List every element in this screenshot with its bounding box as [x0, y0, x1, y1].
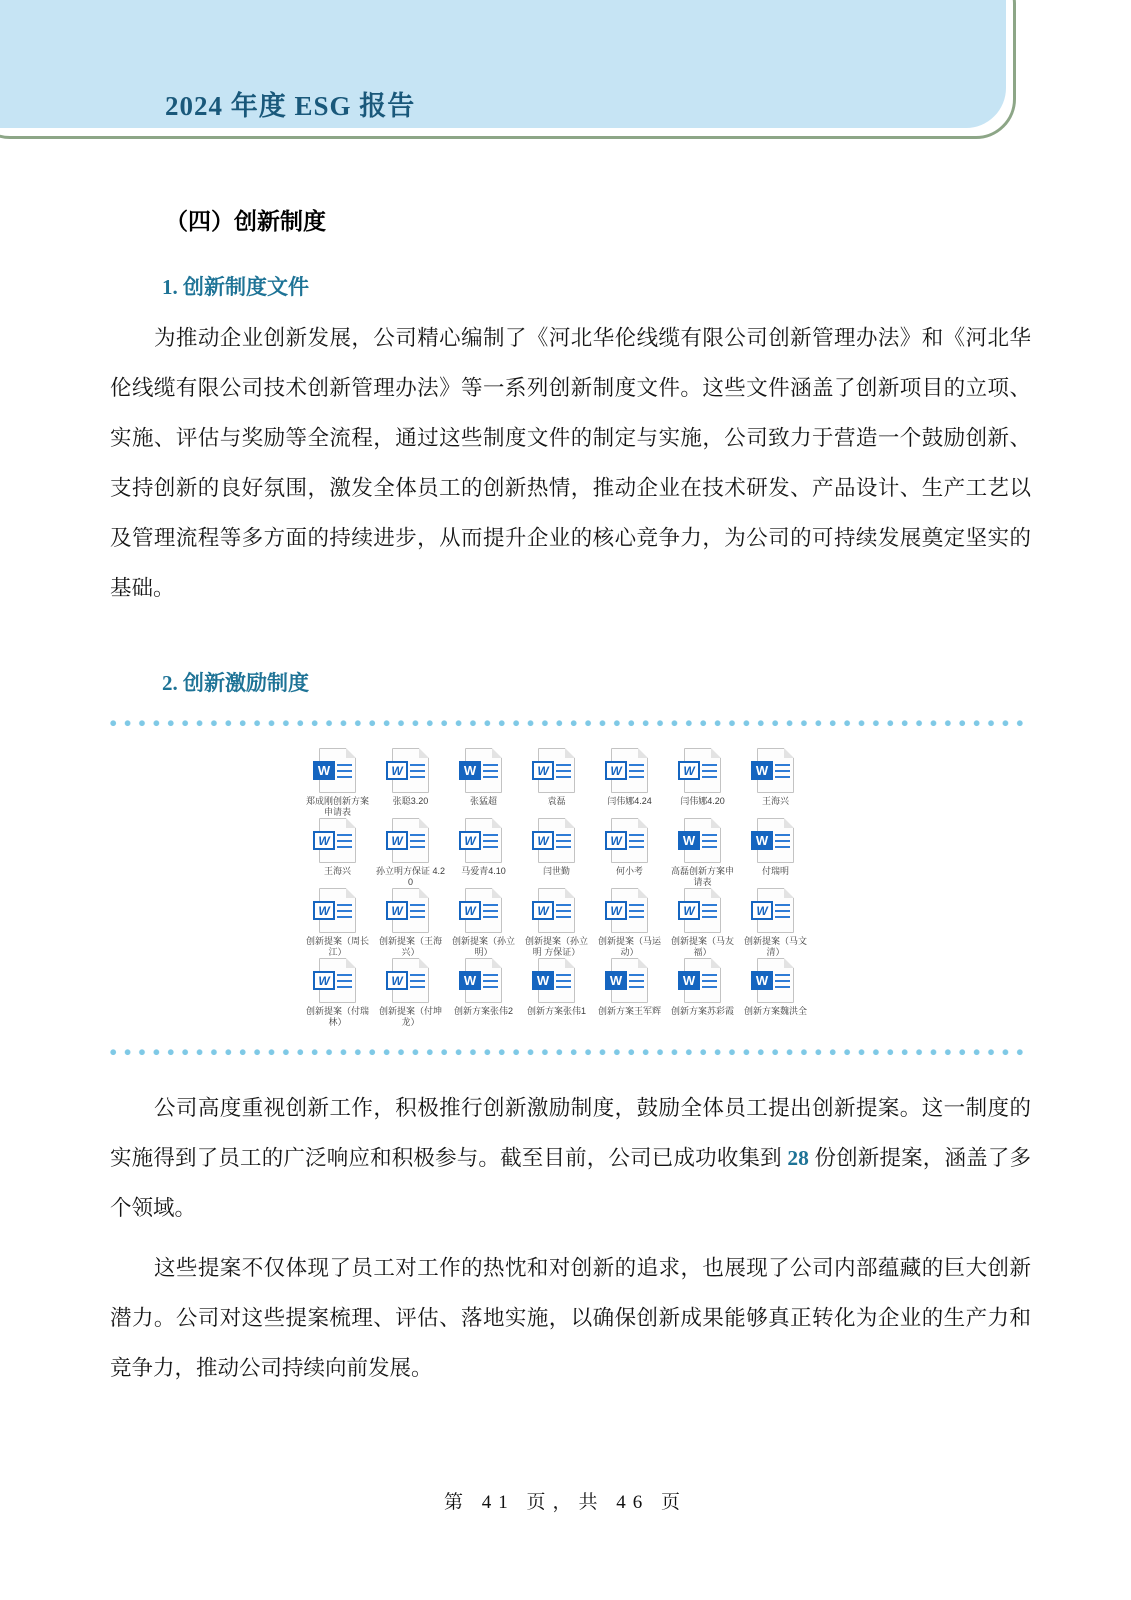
- file-item: [374, 818, 447, 888]
- word-w-badge: W: [386, 901, 408, 920]
- word-w-badge: W: [532, 761, 554, 780]
- file-item: [374, 888, 447, 958]
- word-doc-icon: [611, 818, 648, 863]
- proposal-count: 28: [787, 1146, 809, 1170]
- file-item: [593, 958, 666, 1028]
- word-w-badge: W: [459, 901, 481, 920]
- file-item: [301, 748, 374, 818]
- page-fold-corner: [784, 958, 794, 968]
- file-name-label: 闫世勤: [542, 866, 570, 876]
- file-item: [301, 888, 374, 958]
- page-fold-corner: [346, 958, 356, 968]
- page-fold-corner: [492, 958, 502, 968]
- word-doc-icon: [684, 748, 721, 793]
- dotted-divider-bottom: [110, 1049, 1031, 1056]
- file-item: [520, 958, 593, 1028]
- file-name-label: 王海兴: [323, 866, 351, 876]
- file-name-label: 创新提案（王海兴）: [378, 936, 442, 957]
- doc-text-lines: [410, 904, 425, 919]
- word-w-badge: W: [459, 761, 481, 780]
- file-name-label: 创新方案王军辉: [597, 1006, 661, 1016]
- word-doc-icon: [392, 748, 429, 793]
- file-name-label: 郑成刚创新方案申请表: [305, 796, 369, 817]
- file-item: [739, 888, 812, 958]
- file-name-label: 马爱青4.10: [461, 866, 506, 876]
- paragraph-proposals-collected: [110, 1083, 1031, 1233]
- word-doc-icon: [319, 818, 356, 863]
- word-w-badge: W: [605, 831, 627, 850]
- doc-text-lines: [556, 904, 571, 919]
- file-item: [739, 818, 812, 888]
- doc-text-lines: [629, 904, 644, 919]
- word-doc-icon: [319, 958, 356, 1003]
- word-doc-icon: [465, 888, 502, 933]
- dotted-divider-top: [110, 720, 1031, 727]
- paragraph-outlook: 这些提案不仅体现了员工对工作的热忱和对创新的追求，也展现了公司内部蕴藏的巨大创新潜力。公司对这些提案梳理、评估、落地实施，以确保创新成果能够真正转化为企业的生产力和竞争力，推动公司持续向前发展。: [110, 1256, 1031, 1380]
- word-w-badge: W: [751, 971, 773, 990]
- word-doc-icon: [684, 818, 721, 863]
- word-w-badge: W: [678, 761, 700, 780]
- page-fold-corner: [346, 818, 356, 828]
- header-band: [0, 0, 1006, 128]
- doc-text-lines: [483, 974, 498, 989]
- file-item: [739, 748, 812, 818]
- file-name-label: 袁磊: [547, 796, 566, 806]
- word-w-badge: W: [751, 901, 773, 920]
- doc-text-lines: [775, 904, 790, 919]
- doc-text-lines: [702, 904, 717, 919]
- file-item: [374, 748, 447, 818]
- word-doc-icon: [319, 748, 356, 793]
- paragraph-text-before: 公司高度重视创新工作，积极推行创新激励制度，鼓励全体员工提出创新提案。这一制度的实施得到了员工的广泛响应和积极参与。截至目前，公司已成功收集到: [110, 1096, 1031, 1170]
- page-fold-corner: [638, 818, 648, 828]
- file-item: [739, 958, 812, 1028]
- page-fold-corner: [419, 818, 429, 828]
- file-item: [520, 888, 593, 958]
- file-name-label: 王海兴: [761, 796, 789, 806]
- doc-text-lines: [337, 834, 352, 849]
- word-w-badge: W: [313, 971, 335, 990]
- section-heading: （四）创新制度: [165, 209, 326, 234]
- file-item: [593, 818, 666, 888]
- file-name-label: 孙立明方保证 4.20: [375, 866, 445, 887]
- file-item: [666, 748, 739, 818]
- word-doc-icon: [611, 888, 648, 933]
- file-name-label: 创新提案（孙立明）: [451, 936, 515, 957]
- file-name-label: 创新提案（付坤龙）: [378, 1006, 442, 1027]
- file-item: [520, 818, 593, 888]
- file-item: [374, 958, 447, 1028]
- doc-text-lines: [702, 974, 717, 989]
- file-name-label: 创新提案（马运动）: [597, 936, 661, 957]
- word-doc-icon: [538, 818, 575, 863]
- file-item: [447, 748, 520, 818]
- word-doc-icon: [757, 958, 794, 1003]
- page-fold-corner: [346, 888, 356, 898]
- page-fold-corner: [565, 958, 575, 968]
- word-doc-icon: [465, 748, 502, 793]
- page-fold-corner: [784, 748, 794, 758]
- word-doc-icon: [611, 748, 648, 793]
- word-doc-icon: [392, 818, 429, 863]
- word-doc-icon: [392, 958, 429, 1003]
- word-doc-icon: [538, 748, 575, 793]
- doc-text-lines: [556, 764, 571, 779]
- doc-text-lines: [483, 834, 498, 849]
- word-w-badge: W: [313, 901, 335, 920]
- page-number: 第 41 页，共 46 页: [443, 1492, 687, 1513]
- file-item: [447, 888, 520, 958]
- doc-text-lines: [702, 764, 717, 779]
- word-doc-icon: [538, 958, 575, 1003]
- doc-text-lines: [556, 974, 571, 989]
- file-name-label: 张聪3.20: [392, 796, 429, 806]
- file-name-label: 创新提案（孙立明 方保证）: [524, 936, 588, 957]
- word-doc-icon: [757, 888, 794, 933]
- doc-text-lines: [337, 974, 352, 989]
- word-w-badge: W: [605, 901, 627, 920]
- doc-text-lines: [337, 904, 352, 919]
- page-fold-corner: [784, 888, 794, 898]
- file-name-label: 创新提案（付瑞林）: [305, 1006, 369, 1027]
- file-item: [520, 748, 593, 818]
- doc-text-lines: [410, 974, 425, 989]
- file-item: [666, 818, 739, 888]
- word-w-badge: W: [605, 761, 627, 780]
- word-doc-icon: [538, 888, 575, 933]
- page-fold-corner: [784, 818, 794, 828]
- doc-text-lines: [629, 764, 644, 779]
- page-fold-corner: [565, 888, 575, 898]
- doc-text-lines: [556, 834, 571, 849]
- file-name-label: 张猛超: [469, 796, 497, 806]
- page-fold-corner: [711, 958, 721, 968]
- word-doc-icon: [319, 888, 356, 933]
- word-w-badge: W: [532, 831, 554, 850]
- page-fold-corner: [711, 888, 721, 898]
- doc-text-lines: [337, 764, 352, 779]
- page-fold-corner: [711, 818, 721, 828]
- file-grid: [301, 748, 813, 1028]
- page-fold-corner: [419, 748, 429, 758]
- file-item: [666, 958, 739, 1028]
- page-fold-corner: [492, 818, 502, 828]
- word-w-badge: W: [678, 901, 700, 920]
- subsection-heading-2: 2. 创新激励制度: [162, 671, 309, 695]
- doc-text-lines: [702, 834, 717, 849]
- doc-text-lines: [483, 764, 498, 779]
- page-fold-corner: [711, 748, 721, 758]
- doc-text-lines: [775, 834, 790, 849]
- word-doc-icon: [465, 958, 502, 1003]
- file-item: [666, 888, 739, 958]
- word-w-badge: W: [313, 831, 335, 850]
- file-item: [301, 958, 374, 1028]
- word-w-badge: W: [313, 761, 335, 780]
- file-name-label: 闫伟娜4.20: [680, 796, 725, 806]
- page-fold-corner: [638, 888, 648, 898]
- subsection-heading-1: 1. 创新制度文件: [162, 275, 309, 299]
- word-w-badge: W: [532, 971, 554, 990]
- doc-text-lines: [483, 904, 498, 919]
- file-name-label: 创新方案张伟1: [526, 1006, 586, 1016]
- file-item: [301, 818, 374, 888]
- file-name-label: 付瑞明: [761, 866, 789, 876]
- page-fold-corner: [492, 748, 502, 758]
- word-w-badge: W: [386, 761, 408, 780]
- word-doc-icon: [611, 958, 648, 1003]
- file-name-label: 高磊创新方案申请表: [670, 866, 734, 887]
- file-name-label: 创新方案张伟2: [453, 1006, 513, 1016]
- word-w-badge: W: [459, 971, 481, 990]
- doc-text-lines: [775, 974, 790, 989]
- page-fold-corner: [638, 748, 648, 758]
- paragraph-innovation-system: 为推动企业创新发展，公司精心编制了《河北华伦线缆有限公司创新管理办法》和《河北华伦线缆有限公司技术创新管理办法》等一系列创新制度文件。这些文件涵盖了创新项目的立项、实施、评估与奖励等全流程，通过这些制度文件的制定与实施，公司致力于营造一个鼓励创新、支持创新的良好氛围，激发全体员工的创新热情，推动企业在技术研发、产品设计、生产工艺以及管理流程等多方面的持续进步，从而提升企业的核心竞争力，为公司的可持续发展奠定坚实的基础。: [110, 326, 1031, 600]
- word-w-badge: W: [605, 971, 627, 990]
- word-doc-icon: [757, 818, 794, 863]
- file-name-label: 创新提案（周长江）: [305, 936, 369, 957]
- word-w-badge: W: [678, 831, 700, 850]
- word-w-badge: W: [386, 971, 408, 990]
- page-fold-corner: [565, 748, 575, 758]
- file-name-label: 创新方案魏洪全: [743, 1006, 807, 1016]
- word-w-badge: W: [532, 901, 554, 920]
- file-name-label: 何小考: [615, 866, 643, 876]
- file-name-label: 创新方案苏彩霞: [670, 1006, 734, 1016]
- page-fold-corner: [419, 958, 429, 968]
- paragraph-text-after: 份创新提案，涵盖了多个领域。: [110, 1146, 1031, 1220]
- report-title: 2024 年度 ESG 报告: [165, 91, 416, 121]
- page-fold-corner: [419, 888, 429, 898]
- word-w-badge: W: [751, 831, 773, 850]
- word-doc-icon: [684, 958, 721, 1003]
- file-item: [447, 958, 520, 1028]
- word-doc-icon: [684, 888, 721, 933]
- page-fold-corner: [565, 818, 575, 828]
- page-fold-corner: [638, 958, 648, 968]
- word-doc-icon: [757, 748, 794, 793]
- file-item: [447, 818, 520, 888]
- word-w-badge: W: [386, 831, 408, 850]
- file-item: [593, 888, 666, 958]
- page-fold-corner: [346, 748, 356, 758]
- word-w-badge: W: [678, 971, 700, 990]
- file-name-label: 创新提案（马友福）: [670, 936, 734, 957]
- doc-text-lines: [775, 764, 790, 779]
- word-doc-icon: [465, 818, 502, 863]
- doc-text-lines: [629, 974, 644, 989]
- doc-text-lines: [410, 834, 425, 849]
- file-name-label: 闫伟娜4.24: [607, 796, 652, 806]
- file-item: [593, 748, 666, 818]
- word-w-badge: W: [751, 761, 773, 780]
- file-name-label: 创新提案（马文清）: [743, 936, 807, 957]
- doc-text-lines: [629, 834, 644, 849]
- page-fold-corner: [492, 888, 502, 898]
- doc-text-lines: [410, 764, 425, 779]
- word-doc-icon: [392, 888, 429, 933]
- word-w-badge: W: [459, 831, 481, 850]
